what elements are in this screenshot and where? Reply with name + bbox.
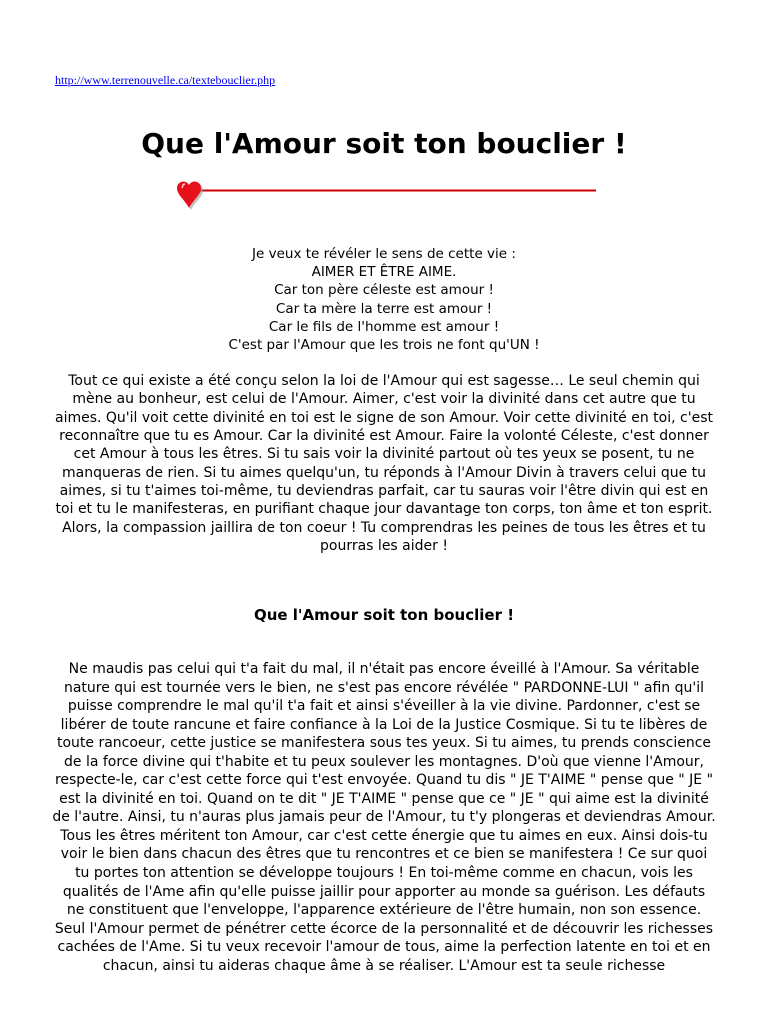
section-title: Que l'Amour soit ton bouclier ! [253, 606, 515, 624]
poem-line: Car le fils de l'homme est amour ! [268, 318, 500, 335]
poem-line: Car ta mère la terre est amour ! [275, 300, 493, 317]
poem-line: Car ton père céleste est amour ! [274, 282, 494, 299]
heart-divider [174, 178, 598, 214]
heart-icon [177, 181, 203, 210]
source-url-link[interactable]: http://www.terrenouvelle.ca/textebouclier.php [55, 73, 276, 87]
heart-icon-shape [177, 181, 201, 208]
page-title: Que l'Amour soit ton bouclier ! [141, 127, 627, 160]
body-paragraph: Ne maudis pas celui qui t'a fait du mal, il n'était pas encore éveillé à l'Amour. Sa véritable nature qui est tournée vers le bien, ne s'est pas encore révélée " PARDONNE-LUI " afin qu'il puisse comprendre le mal qu'il t'a fait et ainsi s'éveiller à la vie divine. Pardonner, c'est se libérer de toute rancune et faire confiance à la Loi de la Justice Cosmique. Si tu te libères de toute rancoeur, cette justice se manifestera sous tes yeux. Si tu aimes, tu prends conscience de la force divine qui t'habite et tu peux soulever les montagnes. D'où que vienne l'Amour, respecte-le, car c'est cette force qui t'est envoyée. Quand tu dis " JE T'AIME " pense que " JE " est la divinité en toi. Quand on te dit " JE T'AIME " pense que ce " JE " qui aime est la divinité de l'autre. Ainsi, tu n'auras plus jamais peur de l'Amour, tu t'y plongeras et deviendras Amour. Tous les êtres méritent ton Amour, car c'est cette énergie que tu aimes en eux. Ainsi dois-tu voir le bien dans chacun des êtres que tu rencontres et ce bien se manifestera ! Ce sur quoi tu portes ton attention se développe toujours ! En toi-même comme en chacun, vois les qualités de l'Ame afin qu'elle puisse jaillir pour apporter au monde sa guérison. Les défauts ne constituent que l'enveloppe, l'apparence extérieure de l'être humain, non son essence. Seul l'Amour permet de pénétrer cette écorce de la personnalité et de découvrir les richesses cachées de l'Ame. Si tu veux recevoir l'amour de tous, aime la perfection latente en toi et en chacun, ainsi tu aideras chaque âme à se réaliser. L'Amour est ta seule richesse [52, 661, 716, 974]
poem-line: AIMER ET ÊTRE AIME. [311, 264, 457, 281]
poem-line: Je veux te révéler le sens de cette vie : [252, 246, 516, 262]
poem-line: C'est par l'Amour que les trois ne font qu'UN ! [228, 337, 540, 354]
intro-paragraph: Tout ce qui existe a été conçu selon la loi de l'Amour qui est sagesse… Le seul chemin qui mène au bonheur, est celui de l'Amour. Aimer, c'est voir la divinité dans cet autre que tu aimes. Qu'il voit cette divinité en toi est le signe de son Amour. Voir cette divinité en toi, c'est reconnaître que tu es Amour. Car la divinité est Amour. Faire la volonté Céleste, c'est donner cet Amour à tous les êtres. Si tu sais voir la divinité partout où tes yeux se posent, tu ne manqueras de rien. Si tu aimes quelqu'un, tu réponds à l'Amour Divin à travers celui que tu aimes, si tu t'aimes toi-même, tu deviendras parfait, car tu sauras voir l'être divin qui est en toi et tu le manifesteras, en purifiant chaque jour davantage ton corps, ton âme et ton esprit. Alors, la compassion jaillira de ton coeur ! Tu comprendras les peines de tous les êtres et tu pourras les aider ! [55, 373, 713, 555]
poem-block [0, 245, 768, 354]
